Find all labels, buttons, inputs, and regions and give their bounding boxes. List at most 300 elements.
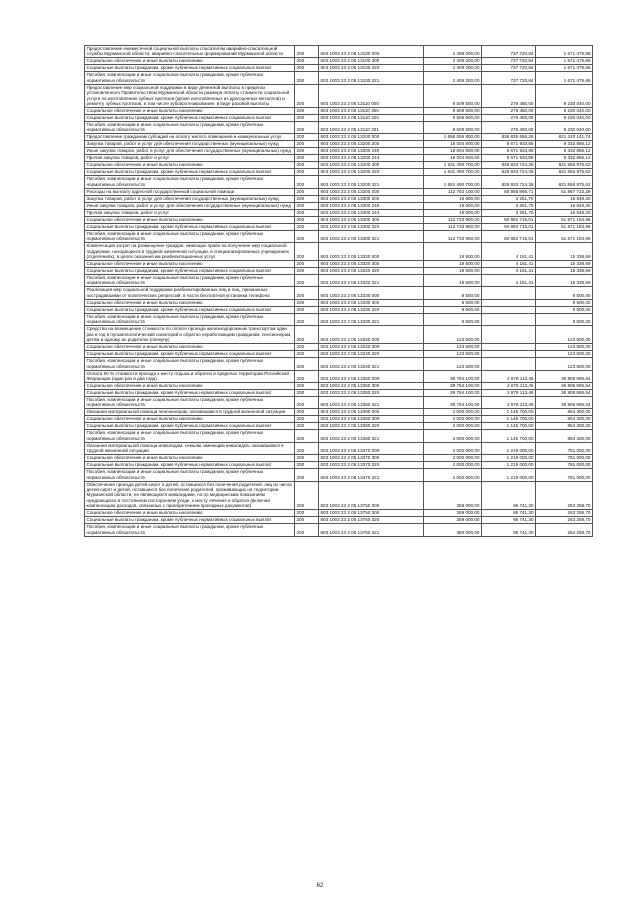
table-row — [85, 134, 593, 141]
row-executed-amount-cell: 60 866 866,71 — [482, 188, 536, 195]
table-row — [85, 455, 593, 462]
row-approved-amount-cell: 123 500,00 — [424, 358, 482, 370]
table-row — [85, 65, 593, 72]
row-unexecuted-amount-cell: 36 905 986,54 — [536, 396, 593, 408]
row-approved-amount-cell: 9 509 500,00 — [424, 108, 482, 115]
row-name-cell: Обеспечение проезда детей-сирот и детей, оставшихся без попечения родителей, лиц из числа детей-сирот и детей, оставшихся без попечения родителей, проживающих на территории Мурманской области, не являющихся инвалидами, но по медицинским показаниям нуждающихся в постоянном постороннем уходе, к месту лечения и обратно (включая компенсацию расходов, связанных с приобретением проездных документов) — [85, 481, 295, 510]
row-name-cell: Пособия, компенсации и иные социальные выплаты гражданам, кроме публичных нормативных обязательств — [85, 275, 295, 287]
row-approved-amount-cell: 9 509 500,00 — [424, 122, 482, 134]
row-unexecuted-amount-cell: 263 258,70 — [536, 510, 593, 517]
row-name-cell: Реализация мер социальной поддержки реабилитированных лиц и лиц, признанных пострадавшими от политических репрессий, в части бесплатной установки телефона — [85, 287, 295, 299]
row-admin-code-cell: 200 — [295, 155, 319, 162]
row-admin-code-cell: 200 — [295, 275, 319, 287]
row-name-cell: Социальное обеспечение и иные выплаты населению — [85, 58, 295, 65]
row-classification-code-cell: 603 1003 23 2 05 13110 000 — [319, 84, 424, 107]
row-classification-code-cell: 603 1003 23 2 05 13300 320 — [319, 223, 424, 230]
row-classification-code-cell: 603 1003 23 2 05 13200 320 — [319, 169, 424, 176]
table-row — [85, 524, 593, 536]
row-approved-amount-cell: 9 500,00 — [424, 299, 482, 306]
row-approved-amount-cell: 112 733 900,00 — [424, 223, 482, 230]
row-unexecuted-amount-cell: 9 332 866,12 — [536, 148, 593, 155]
row-unexecuted-amount-cell: 51 871 184,99 — [536, 216, 593, 223]
row-unexecuted-amount-cell: 9 500,00 — [536, 287, 593, 299]
table-row — [85, 58, 593, 65]
row-executed-amount-cell: 279 460,00 — [482, 115, 536, 122]
row-approved-amount-cell: 19 600,00 — [424, 202, 482, 209]
row-classification-code-cell: 603 1003 23 2 05 13370 321 — [319, 469, 424, 481]
row-classification-code-cell: 603 1003 23 2 05 13750 320 — [319, 517, 424, 524]
row-admin-code-cell: 200 — [295, 306, 319, 313]
row-executed-amount-cell — [482, 299, 536, 306]
row-classification-code-cell: 603 1003 23 2 05 13750 321 — [319, 524, 424, 536]
row-unexecuted-amount-cell: 1 671 479,86 — [536, 72, 593, 84]
row-approved-amount-cell: 9 509 500,00 — [424, 84, 482, 107]
row-unexecuted-amount-cell: 51 887 733,29 — [536, 188, 593, 195]
table-row — [85, 216, 593, 223]
row-classification-code-cell: 603 1003 23 2 05 13110 300 — [319, 108, 424, 115]
row-name-cell: Пособия, компенсации и иные социальные выплаты гражданам, кроме публичных нормативных обязательств — [85, 469, 295, 481]
table-row — [85, 72, 593, 84]
table-row — [85, 223, 593, 230]
row-approved-amount-cell: 2 000 000,00 — [424, 462, 482, 469]
table-row — [85, 313, 593, 325]
row-name-cell: Пособия, компенсации и иные социальные выплаты гражданам, кроме публичных нормативных обязательств — [85, 430, 295, 442]
table-row — [85, 188, 593, 195]
row-approved-amount-cell: 1 631 490 700,00 — [424, 162, 482, 169]
row-unexecuted-amount-cell: 821 220 141,74 — [536, 134, 593, 141]
table-row — [85, 169, 593, 176]
row-executed-amount-cell: 3 251,70 — [482, 209, 536, 216]
row-admin-code-cell: 200 — [295, 313, 319, 325]
row-admin-code-cell: 200 — [295, 430, 319, 442]
row-name-cell: Социальное обеспечение и иные выплаты населению — [85, 416, 295, 423]
row-executed-amount-cell: 279 460,00 — [482, 122, 536, 134]
row-name-cell: Социальное обеспечение и иные выплаты населению — [85, 108, 295, 115]
table-row — [85, 469, 593, 481]
row-admin-code-cell: 200 — [295, 389, 319, 396]
row-name-cell: Пособия, компенсации и иные социальные выплаты гражданам, кроме публичных нормативных обязательств — [85, 396, 295, 408]
row-admin-code-cell: 200 — [295, 72, 319, 84]
row-approved-amount-cell: 18 004 800,00 — [424, 141, 482, 148]
page-number: 62 — [316, 883, 324, 889]
row-executed-amount-cell: 3 251,70 — [482, 195, 536, 202]
table-row — [85, 148, 593, 155]
row-name-cell: Социальное обеспечение и иные выплаты населению — [85, 455, 295, 462]
row-approved-amount-cell: 39 784 100,00 — [424, 389, 482, 396]
row-executed-amount-cell: 2 878 113,46 — [482, 370, 536, 382]
table-row — [85, 108, 593, 115]
row-classification-code-cell: 603 1003 23 2 05 13350 300 — [319, 382, 424, 389]
row-unexecuted-amount-cell: 51 871 184,99 — [536, 230, 593, 242]
row-unexecuted-amount-cell: 1 671 479,86 — [536, 65, 593, 72]
row-unexecuted-amount-cell: 263 258,70 — [536, 481, 593, 510]
row-admin-code-cell: 200 — [295, 455, 319, 462]
row-executed-amount-cell: 1 219 000,00 — [482, 462, 536, 469]
row-name-cell: Пособия, компенсации и иные социальные выплаты гражданам, кроме публичных нормативных обязательств — [85, 176, 295, 188]
row-executed-amount-cell: 836 835 658,26 — [482, 134, 536, 141]
table-row — [85, 409, 593, 416]
row-admin-code-cell: 200 — [295, 58, 319, 65]
row-admin-code-cell: 200 — [295, 108, 319, 115]
row-unexecuted-amount-cell: 15 338,59 — [536, 275, 593, 287]
budget-execution-table — [84, 45, 593, 537]
table-row — [85, 370, 593, 382]
row-name-cell: Иные закупки товаров, работ и услуг для обеспечения государственных (муниципальных) нужд — [85, 148, 295, 155]
row-admin-code-cell: 200 — [295, 510, 319, 517]
row-approved-amount-cell: 2 000 000,00 — [424, 469, 482, 481]
row-approved-amount-cell: 9 500,00 — [424, 306, 482, 313]
table-body — [85, 46, 593, 537]
row-name-cell: Средства на возмещение стоимости по оплате проезда железнодорожным транспортом один раз в год в пульмонологический санаторий и обратно неработающим гражданам, пенсионерам, детям и одному их родителю (опекуну) — [85, 326, 295, 344]
row-admin-code-cell: 200 — [295, 370, 319, 382]
row-name-cell: Оказание материальной помощи инвалидам, семьям, имеющим инвалидов, оказавшимся в трудной жизненной ситуации — [85, 442, 295, 454]
row-name-cell: Социальные выплаты гражданам, кроме публичных нормативных социальных выплат — [85, 115, 295, 122]
row-classification-code-cell: 603 1003 23 2 05 13100 000 — [319, 46, 424, 58]
row-classification-code-cell: 603 1003 23 2 05 13100 321 — [319, 72, 424, 84]
row-executed-amount-cell: 8 671 933,88 — [482, 155, 536, 162]
row-unexecuted-amount-cell: 9 500,00 — [536, 306, 593, 313]
row-unexecuted-amount-cell: 264 258,70 — [536, 524, 593, 536]
row-classification-code-cell: 603 1003 23 2 05 13330 320 — [319, 306, 424, 313]
row-approved-amount-cell: 2 000 000,00 — [424, 423, 482, 430]
row-unexecuted-amount-cell: 123 500,00 — [536, 351, 593, 358]
row-approved-amount-cell: 9 500,00 — [424, 313, 482, 325]
budget-execution-sheet — [84, 45, 592, 537]
row-name-cell: Социальные выплаты гражданам, кроме публичных нормативных социальных выплат — [85, 389, 295, 396]
row-approved-amount-cell: 360 000,00 — [424, 524, 482, 536]
row-classification-code-cell: 603 1003 23 2 05 13350 321 — [319, 396, 424, 408]
row-classification-code-cell: 603 1003 23 2 05 13320 320 — [319, 268, 424, 275]
row-classification-code-cell: 603 1003 23 2 05 13200 244 — [319, 155, 424, 162]
row-admin-code-cell: 200 — [295, 326, 319, 344]
row-unexecuted-amount-cell: 15 338,59 — [536, 261, 593, 268]
row-approved-amount-cell: 359 000,00 — [424, 481, 482, 510]
row-executed-amount-cell: 2 878 113,46 — [482, 382, 536, 389]
row-unexecuted-amount-cell: 123 500,00 — [536, 344, 593, 351]
row-admin-code-cell: 200 — [295, 344, 319, 351]
row-executed-amount-cell: 95 741,30 — [482, 517, 536, 524]
row-admin-code-cell: 200 — [295, 358, 319, 370]
row-admin-code-cell: 200 — [295, 188, 319, 195]
row-name-cell: Пособия, компенсации и иные социальные выплаты гражданам, кроме публичных нормативных обязательств — [85, 72, 295, 84]
row-executed-amount-cell: 737 720,84 — [482, 72, 536, 84]
row-approved-amount-cell: 1 631 490 700,00 — [424, 169, 482, 176]
row-name-cell: Социальные выплаты гражданам, кроме публичных нормативных социальных выплат — [85, 65, 295, 72]
row-name-cell: Социальное обеспечение и иные выплаты населению — [85, 510, 295, 517]
table-row — [85, 287, 593, 299]
row-name-cell: Социальные выплаты гражданам, кроме публичных нормативных социальных выплат — [85, 517, 295, 524]
row-executed-amount-cell — [482, 351, 536, 358]
row-approved-amount-cell: 39 784 100,00 — [424, 370, 482, 382]
row-classification-code-cell: 603 1003 23 2 05 13330 321 — [319, 313, 424, 325]
row-approved-amount-cell: 19 500,00 — [424, 261, 482, 268]
row-unexecuted-amount-cell: 854 300,00 — [536, 416, 593, 423]
row-classification-code-cell: 603 1003 23 2 05 13200 240 — [319, 148, 424, 155]
table-row — [85, 202, 593, 209]
row-name-cell: Пособия, компенсации и иные социальные выплаты гражданам, кроме публичных нормативных обязательств — [85, 313, 295, 325]
row-admin-code-cell: 200 — [295, 409, 319, 416]
row-classification-code-cell: 603 1003 23 2 05 13350 320 — [319, 389, 424, 396]
table-row — [85, 517, 593, 524]
row-admin-code-cell: 200 — [295, 462, 319, 469]
row-classification-code-cell: 603 1003 23 2 05 13370 000 — [319, 442, 424, 454]
row-classification-code-cell: 603 1003 23 2 05 13360 000 — [319, 409, 424, 416]
table-row — [85, 442, 593, 454]
row-admin-code-cell: 200 — [295, 216, 319, 223]
row-unexecuted-amount-cell: 854 300,00 — [536, 423, 593, 430]
row-name-cell: Предоставление мер социальной поддержки в виде денежной выплаты в пределах установленного Правительством Мурманской области размера оплаты стоимости социальной услуги по изготовлению зубных протезов (кроме изготовленных из драгоценных металлов) и ремонту зубных протезов, в том числе зубопротезирование, в виде разовой выплаты — [85, 84, 295, 107]
row-name-cell: Социальное обеспечение и иные выплаты населению — [85, 261, 295, 268]
row-approved-amount-cell: 2 499 200,00 — [424, 46, 482, 58]
row-admin-code-cell: 200 — [295, 268, 319, 275]
row-executed-amount-cell: 1 219 000,00 — [482, 455, 536, 462]
row-approved-amount-cell: 112 733 900,00 — [424, 230, 482, 242]
row-classification-code-cell: 603 1003 23 2 05 13200 200 — [319, 141, 424, 148]
row-executed-amount-cell: 3 251,70 — [482, 202, 536, 209]
row-admin-code-cell: 200 — [295, 517, 319, 524]
table-row — [85, 510, 593, 517]
row-executed-amount-cell: 4 161,41 — [482, 243, 536, 261]
row-classification-code-cell: 603 1003 23 2 05 13340 320 — [319, 351, 424, 358]
row-admin-code-cell: 200 — [295, 122, 319, 134]
table-row — [85, 396, 593, 408]
table-row — [85, 243, 593, 261]
row-name-cell: Социальные выплаты гражданам, кроме публичных нормативных социальных выплат — [85, 351, 295, 358]
row-executed-amount-cell: 60 862 715,01 — [482, 223, 536, 230]
row-approved-amount-cell: 2 409 200,00 — [424, 58, 482, 65]
row-executed-amount-cell: 8 671 933,88 — [482, 148, 536, 155]
row-executed-amount-cell: 829 933 724,38 — [482, 176, 536, 188]
row-approved-amount-cell: 123 500,00 — [424, 326, 482, 344]
row-executed-amount-cell: 4 161,41 — [482, 275, 536, 287]
table-row — [85, 344, 593, 351]
row-classification-code-cell: 603 1003 23 2 05 13330 000 — [319, 287, 424, 299]
row-approved-amount-cell: 2 000 000,00 — [424, 416, 482, 423]
table-row — [85, 230, 593, 242]
row-name-cell: Социальные выплаты гражданам, кроме публичных нормативных социальных выплат — [85, 223, 295, 230]
row-name-cell: Прочая закупка товаров, работ и услуг — [85, 209, 295, 216]
row-unexecuted-amount-cell: 123 500,00 — [536, 326, 593, 344]
row-unexecuted-amount-cell: 9 500,00 — [536, 299, 593, 306]
row-classification-code-cell: 603 1003 23 2 05 13370 320 — [319, 462, 424, 469]
row-admin-code-cell: 200 — [295, 261, 319, 268]
row-unexecuted-amount-cell: 854 300,00 — [536, 409, 593, 416]
table-row — [85, 416, 593, 423]
row-approved-amount-cell: 19 600,00 — [424, 209, 482, 216]
row-classification-code-cell: 603 1003 23 2 05 13340 321 — [319, 358, 424, 370]
table-row — [85, 423, 593, 430]
row-classification-code-cell: 603 1003 23 2 05 13340 300 — [319, 344, 424, 351]
row-executed-amount-cell: 60 862 715,01 — [482, 230, 536, 242]
table-row — [85, 481, 593, 510]
row-approved-amount-cell: 19 500,00 — [424, 243, 482, 261]
row-approved-amount-cell: 123 500,00 — [424, 351, 482, 358]
table-row — [85, 389, 593, 396]
row-executed-amount-cell: 828 833 724,38 — [482, 169, 536, 176]
row-unexecuted-amount-cell: 15 338,59 — [536, 268, 593, 275]
row-approved-amount-cell: 2 000 000,00 — [424, 442, 482, 454]
row-approved-amount-cell: 123 500,00 — [424, 344, 482, 351]
row-name-cell: Социальное обеспечение и иные выплаты населению — [85, 382, 295, 389]
row-classification-code-cell: 603 1003 23 2 05 13300 000 — [319, 188, 424, 195]
row-unexecuted-amount-cell: 16 548,30 — [536, 195, 593, 202]
row-executed-amount-cell: 4 161,41 — [482, 268, 536, 275]
row-executed-amount-cell: 1 145 700,00 — [482, 409, 536, 416]
table-row — [85, 430, 593, 442]
row-name-cell: Пособия, компенсации и иные социальные выплаты гражданам, кроме публичных нормативных обязательств — [85, 524, 295, 536]
row-executed-amount-cell: 1 145 700,00 — [482, 416, 536, 423]
row-approved-amount-cell: 19 500,00 — [424, 275, 482, 287]
row-executed-amount-cell: 60 862 715,01 — [482, 216, 536, 223]
row-classification-code-cell: 603 1003 23 2 05 13360 321 — [319, 430, 424, 442]
row-admin-code-cell: 200 — [295, 84, 319, 107]
row-admin-code-cell: 200 — [295, 65, 319, 72]
row-classification-code-cell: 603 1003 23 2 05 13100 320 — [319, 65, 424, 72]
row-unexecuted-amount-cell: 9 230 040,00 — [536, 115, 593, 122]
row-executed-amount-cell: 95 741,30 — [482, 524, 536, 536]
row-approved-amount-cell: 2 409 200,00 — [424, 65, 482, 72]
table-row — [85, 326, 593, 344]
row-unexecuted-amount-cell: 821 556 975,62 — [536, 162, 593, 169]
row-admin-code-cell: 200 — [295, 230, 319, 242]
row-approved-amount-cell: 2 000 000,00 — [424, 430, 482, 442]
row-executed-amount-cell: 737 720,84 — [482, 65, 536, 72]
row-name-cell: Оказание материальной помощи пенсионерам, оказавшимся в трудной жизненной ситуации — [85, 409, 295, 416]
row-unexecuted-amount-cell: 781 000,00 — [536, 462, 593, 469]
row-name-cell: Социальное обеспечение и иные выплаты населению — [85, 344, 295, 351]
row-unexecuted-amount-cell: 781 000,00 — [536, 469, 593, 481]
row-classification-code-cell: 603 1003 23 2 05 13330 300 — [319, 299, 424, 306]
row-classification-code-cell: 603 1003 23 2 05 13750 000 — [319, 481, 424, 510]
row-approved-amount-cell: 112 763 100,00 — [424, 188, 482, 195]
row-classification-code-cell: 603 1003 23 2 05 13200 321 — [319, 176, 424, 188]
row-classification-code-cell: 603 1003 23 2 05 13200 000 — [319, 134, 424, 141]
row-classification-code-cell: 603 1003 23 2 05 13300 200 — [319, 195, 424, 202]
table-row — [85, 176, 593, 188]
row-classification-code-cell: 603 1003 23 2 05 13340 000 — [319, 326, 424, 344]
row-name-cell: Пособия, компенсации и иные социальные выплаты гражданам, кроме публичных нормативных обязательств — [85, 358, 295, 370]
row-approved-amount-cell: 39 784 100,00 — [424, 382, 482, 389]
row-admin-code-cell: 200 — [295, 169, 319, 176]
row-executed-amount-cell: 1 145 700,00 — [482, 423, 536, 430]
row-classification-code-cell: 603 1003 23 2 05 13360 320 — [319, 423, 424, 430]
row-unexecuted-amount-cell: 9 332 866,12 — [536, 155, 593, 162]
table-row — [85, 195, 593, 202]
table-row — [85, 268, 593, 275]
row-classification-code-cell: 603 1003 23 2 05 13360 300 — [319, 416, 424, 423]
row-unexecuted-amount-cell: 51 871 184,99 — [536, 223, 593, 230]
row-executed-amount-cell — [482, 313, 536, 325]
row-admin-code-cell: 200 — [295, 442, 319, 454]
row-admin-code-cell: 200 — [295, 396, 319, 408]
row-admin-code-cell: 200 — [295, 423, 319, 430]
row-unexecuted-amount-cell: 1 671 479,86 — [536, 58, 593, 65]
table-row — [85, 382, 593, 389]
row-unexecuted-amount-cell: 36 905 986,54 — [536, 389, 593, 396]
row-admin-code-cell: 200 — [295, 524, 319, 536]
table-row — [85, 306, 593, 313]
row-name-cell: Пособия, компенсации и иные социальные выплаты гражданам, кроме публичных нормативных обязательств — [85, 230, 295, 242]
row-admin-code-cell: 200 — [295, 141, 319, 148]
table-row — [85, 209, 593, 216]
row-name-cell: Оплата 50 % стоимости проезда к месту отдыха и обратно в пределах территории Российской Федерации (один раз в два года) — [85, 370, 295, 382]
row-unexecuted-amount-cell: 16 548,30 — [536, 202, 593, 209]
row-approved-amount-cell: 9 509 500,00 — [424, 115, 482, 122]
row-name-cell: Закупка товаров, работ и услуг для обеспечения государственных (муниципальных) нужд — [85, 195, 295, 202]
table-row — [85, 351, 593, 358]
table-row — [85, 84, 593, 107]
row-admin-code-cell: 200 — [295, 382, 319, 389]
row-admin-code-cell: 200 — [295, 134, 319, 141]
table-row — [85, 462, 593, 469]
row-name-cell: Социальные выплаты гражданам, кроме публичных нормативных социальных выплат — [85, 423, 295, 430]
row-name-cell: Социальные выплаты гражданам, кроме публичных нормативных социальных выплат — [85, 462, 295, 469]
row-admin-code-cell: 200 — [295, 469, 319, 481]
row-executed-amount-cell: 279 460,00 — [482, 108, 536, 115]
row-executed-amount-cell: 8 671 933,88 — [482, 141, 536, 148]
row-unexecuted-amount-cell: 781 000,00 — [536, 455, 593, 462]
table-row — [85, 122, 593, 134]
row-admin-code-cell: 200 — [295, 202, 319, 209]
row-approved-amount-cell: 2 409 200,00 — [424, 72, 482, 84]
row-unexecuted-amount-cell: 854 300,00 — [536, 430, 593, 442]
row-executed-amount-cell: 279 460,00 — [482, 84, 536, 107]
row-admin-code-cell: 200 — [295, 299, 319, 306]
row-unexecuted-amount-cell: 781 000,00 — [536, 442, 593, 454]
table-row — [85, 162, 593, 169]
row-name-cell: Социальное обеспечение и иные выплаты населению — [85, 299, 295, 306]
row-unexecuted-amount-cell: 36 905 986,54 — [536, 382, 593, 389]
row-name-cell: Прочая закупка товаров, работ и услуг — [85, 155, 295, 162]
row-executed-amount-cell: 737 720,84 — [482, 58, 536, 65]
row-executed-amount-cell — [482, 306, 536, 313]
row-executed-amount-cell: 828 833 724,38 — [482, 162, 536, 169]
row-approved-amount-cell: 112 733 900,00 — [424, 216, 482, 223]
row-classification-code-cell: 603 1003 23 2 05 13370 300 — [319, 455, 424, 462]
row-unexecuted-amount-cell: 36 905 986,54 — [536, 370, 593, 382]
row-unexecuted-amount-cell: 9 230 040,00 — [536, 108, 593, 115]
row-name-cell: Социальные выплаты гражданам, кроме публичных нормативных социальных выплат — [85, 169, 295, 176]
row-admin-code-cell: 200 — [295, 115, 319, 122]
row-admin-code-cell: 200 — [295, 481, 319, 510]
row-executed-amount-cell: 2 878 113,46 — [482, 389, 536, 396]
row-unexecuted-amount-cell: 821 556 975,62 — [536, 176, 593, 188]
row-name-cell: Предоставление ежемесячной социальной выплаты спасателям аварийно-спасательной службы Мурманской области, аварийно-спасательных формирований Мурманской области — [85, 46, 295, 58]
row-approved-amount-cell: 19 600,00 — [424, 195, 482, 202]
row-approved-amount-cell: 359 000,00 — [424, 510, 482, 517]
row-executed-amount-cell: 1 219 000,00 — [482, 469, 536, 481]
row-approved-amount-cell: 39 784 100,00 — [424, 396, 482, 408]
row-approved-amount-cell: 2 000 000,00 — [424, 455, 482, 462]
row-admin-code-cell: 200 — [295, 195, 319, 202]
row-unexecuted-amount-cell: 1 671 479,86 — [536, 46, 593, 58]
row-classification-code-cell: 603 1003 23 2 05 13750 300 — [319, 510, 424, 517]
table-row — [85, 275, 593, 287]
table-row — [85, 115, 593, 122]
row-classification-code-cell: 603 1003 23 2 05 13100 300 — [319, 58, 424, 65]
row-executed-amount-cell — [482, 287, 536, 299]
row-classification-code-cell: 603 1003 23 2 05 13300 244 — [319, 209, 424, 216]
row-executed-amount-cell: 95 741,30 — [482, 510, 536, 517]
row-name-cell: Социальное обеспечение и иные выплаты населению — [85, 162, 295, 169]
row-name-cell: Расходы на выплату адресной государственной социальной помощи — [85, 188, 295, 195]
row-approved-amount-cell: 2 000 000,00 — [424, 409, 482, 416]
row-classification-code-cell: 603 1003 23 2 05 13320 321 — [319, 275, 424, 287]
row-executed-amount-cell — [482, 326, 536, 344]
row-admin-code-cell: 200 — [295, 351, 319, 358]
row-classification-code-cell: 603 1003 23 2 05 13300 321 — [319, 230, 424, 242]
row-name-cell: Предоставление гражданам субсидий на оплату жилого помещения и коммунальных услуг — [85, 134, 295, 141]
